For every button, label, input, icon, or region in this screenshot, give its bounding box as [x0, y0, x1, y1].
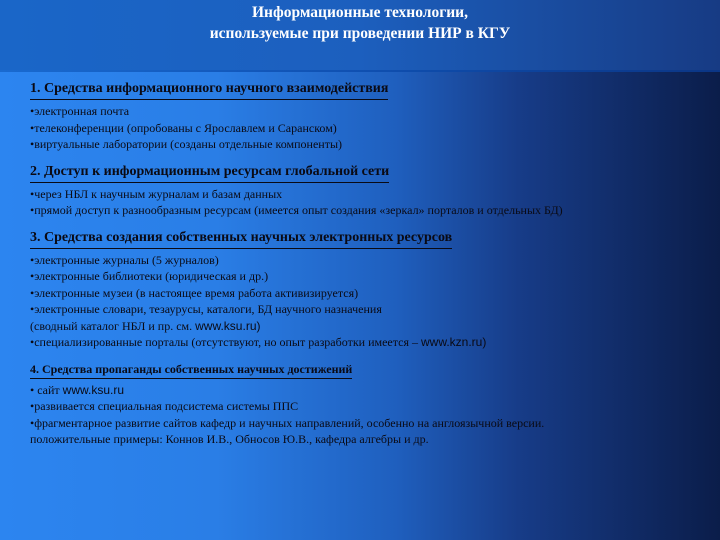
- catalog-note: (сводный каталог НБЛ и пр. см.: [30, 318, 193, 333]
- list-item: •прямой доступ к разнообразным ресурсам (имеется опыт создания «зеркал» порталов и отдельных БД): [30, 203, 563, 217]
- section-1: [30, 80, 710, 153]
- list-item: •развивается специальная подсистема системы ППС: [30, 399, 299, 413]
- list-item: •электронные журналы (5 журналов): [30, 252, 219, 267]
- list-item: •электронные библиотеки (юридическая и др.): [30, 269, 269, 283]
- list-item: положительные примеры: Коннов И.В., Обносов Ю.В., кафедра алгебры и др.: [30, 432, 429, 446]
- list-item: [30, 318, 710, 335]
- list-item: •через НБЛ к научным журналам и базам данных: [30, 186, 283, 201]
- section-heading: 4. Средства пропаганды собственных научных достижений: [30, 361, 352, 379]
- list-item: [30, 334, 710, 351]
- site-link[interactable]: www.kzn.ru): [420, 335, 487, 349]
- list-item: •электронные словари, тезаурусы, каталоги, БД научного назначения: [30, 302, 382, 316]
- list-item: •электронная почта: [30, 104, 130, 118]
- site-link[interactable]: www.ksu.ru: [62, 382, 125, 397]
- portals-note: •специализированные порталы (отсутствуют, но опыт разработки имеется –: [30, 335, 418, 349]
- title-line-2: используемые при проведении НИР в КГУ: [209, 25, 511, 42]
- section-heading: 2. Доступ к информационным ресурсам глобальной сети: [30, 163, 389, 183]
- slide-title: [0, 2, 720, 44]
- list-item: •фрагментарное развитие сайтов кафедр и научных направлений, особенно на англоязычной версии.: [30, 415, 545, 430]
- list-item: •электронные музеи (в настоящее время работа активизируется): [30, 285, 359, 300]
- slide-content: [30, 80, 710, 458]
- list-item: [30, 382, 710, 399]
- list-item: •телеконференции (опробованы с Ярославлем и Саранском): [30, 120, 337, 135]
- section-heading: 3. Средства создания собственных научных электронных ресурсов: [30, 229, 452, 249]
- site-link[interactable]: www.ksu.ru): [195, 318, 261, 333]
- section-3: [30, 229, 710, 351]
- section-2: [30, 163, 710, 219]
- section-heading: 1. Средства информационного научного взаимодействия: [30, 80, 388, 100]
- section-4: [30, 361, 710, 448]
- title-line-1: Информационные технологии,: [251, 4, 468, 21]
- site-label: • сайт: [30, 382, 60, 397]
- list-item: •виртуальные лаборатории (созданы отдельные компоненты): [30, 137, 342, 151]
